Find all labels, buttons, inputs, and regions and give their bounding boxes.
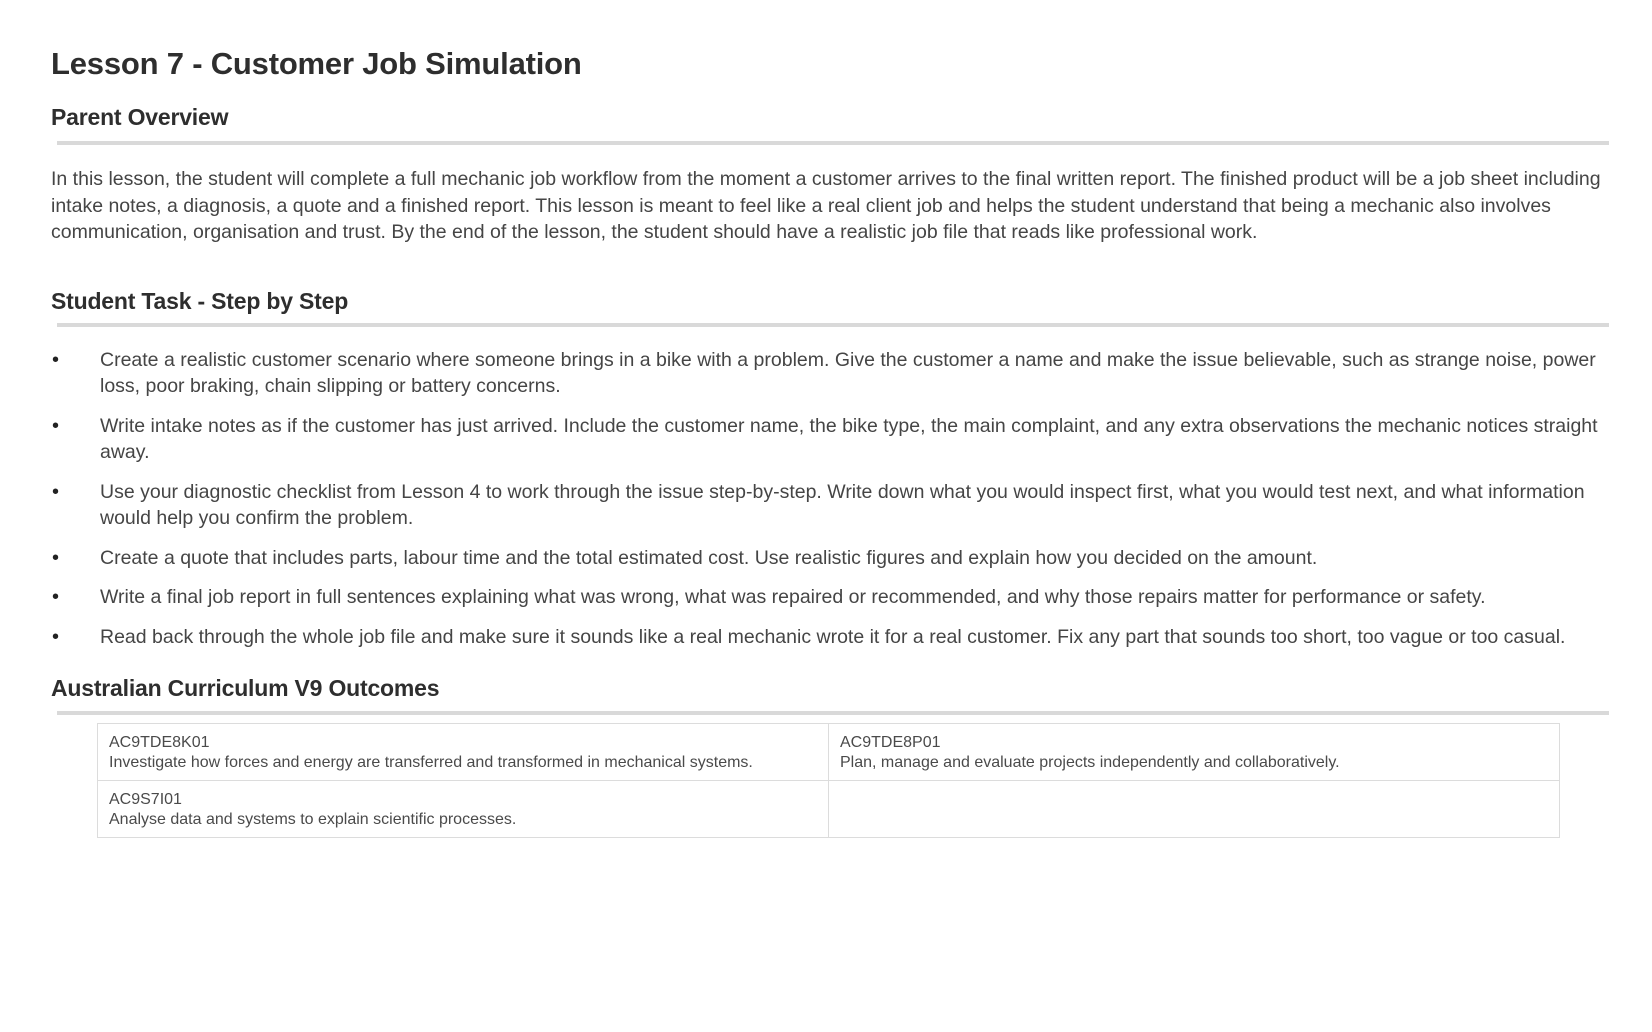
- outcomes-table: [97, 723, 1560, 838]
- task-text: Read back through the whole job file and make sure it sounds like a real mechanic wrote it for a real customer. Fix any part that sounds too short, too vague or too casual.: [100, 625, 1566, 648]
- bullet-icon: •: [52, 625, 60, 648]
- outcome-description: Analyse data and systems to explain scientific processes.: [109, 811, 517, 828]
- table-row: [98, 724, 1560, 781]
- student-task-section: [51, 286, 1598, 651]
- bullet-icon: •: [52, 414, 60, 437]
- task-text: Create a quote that includes parts, labour time and the total estimated cost. Use realistic figures and explain how you decided on the amount.: [100, 546, 1318, 569]
- list-item: [51, 479, 1616, 532]
- task-list: [51, 347, 1616, 651]
- list-item: [51, 413, 1616, 466]
- section-divider: [57, 711, 1609, 715]
- list-item: [51, 584, 1616, 611]
- table-row: [98, 781, 1560, 838]
- table-cell: [829, 781, 1560, 838]
- table-cell: [829, 724, 1560, 781]
- outcome-description: Investigate how forces and energy are transferred and transformed in mechanical systems.: [109, 754, 753, 771]
- table-cell: [98, 724, 829, 781]
- outcome-description: Plan, manage and evaluate projects independently and collaboratively.: [840, 754, 1340, 771]
- task-text: Write intake notes as if the customer has just arrived. Include the customer name, the bike type, the main complaint, and any extra observations the mechanic notices straight away.: [100, 414, 1598, 463]
- section-divider: [57, 141, 1609, 145]
- task-text: Use your diagnostic checklist from Lesson 4 to work through the issue step-by-step. Write down what you would inspect first, what you would test next, and what information would help you confirm the problem.: [100, 480, 1585, 529]
- parent-overview-heading: Parent Overview: [51, 104, 229, 130]
- parent-overview-text: In this lesson, the student will complete a full mechanic job workflow from the moment a customer arrives to the final written report. The finished product will be a job sheet including intake notes, a diagnosis, a quote and a finished report. This lesson is meant to feel like a real client job and helps the student understand that being a mechanic also involves communication, organisation and trust. By the end of the lesson, the student should have a realistic job file that reads like professional work.: [51, 168, 1601, 243]
- section-divider: [57, 323, 1609, 327]
- bullet-icon: •: [52, 586, 60, 608]
- page-title: Lesson 7 - Customer Job Simulation: [51, 46, 582, 81]
- outcome-code: AC9TDE8P01: [840, 734, 941, 751]
- bullet-icon: •: [52, 348, 60, 371]
- list-item: [51, 624, 1616, 651]
- task-text: Create a realistic customer scenario where someone brings in a bike with a problem. Give the customer a name and make the issue believable, such as strange noise, power loss, poor braking, chain slipping or battery concerns.: [100, 348, 1596, 397]
- list-item: [51, 545, 1616, 572]
- curriculum-outcomes-heading: Australian Curriculum V9 Outcomes: [51, 675, 440, 701]
- outcome-code: AC9TDE8K01: [109, 734, 210, 751]
- task-text: Write a final job report in full sentences explaining what was wrong, what was repaired or recommended, and why those repairs matter for performance or safety.: [100, 586, 1486, 608]
- list-item: [51, 347, 1616, 400]
- bullet-icon: •: [52, 546, 60, 569]
- parent-overview-section: [51, 102, 1601, 246]
- table-cell: [98, 781, 829, 838]
- bullet-icon: •: [52, 480, 60, 503]
- outcome-code: AC9S7I01: [109, 791, 182, 808]
- curriculum-outcomes-section: [51, 673, 1560, 838]
- student-task-heading: Student Task - Step by Step: [51, 287, 349, 314]
